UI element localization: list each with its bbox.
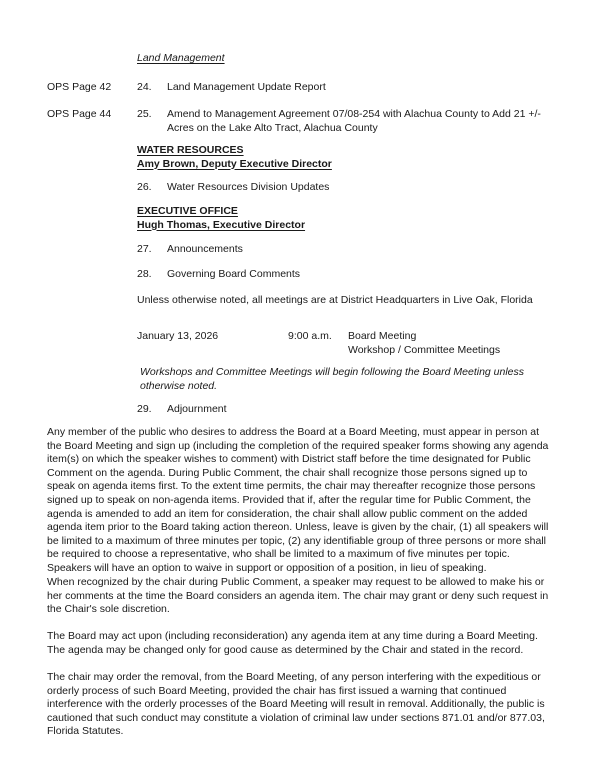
- item-text: Adjournment: [167, 403, 227, 415]
- page-reference: OPS Page 44: [47, 108, 112, 120]
- section-heading-land-management: Land Management: [137, 52, 225, 64]
- item-number: 24.: [137, 81, 152, 93]
- agenda-item-25: [47, 108, 554, 135]
- item-number: 27.: [137, 243, 152, 255]
- policy-paragraph-agenda-changes: The Board may act upon (including reconsideration) any agenda item at any time during a Board Meeting. The agenda may be changed only for good cause as determined by the Chair and stated in the record.: [47, 630, 538, 656]
- item-text: Land Management Update Report: [167, 81, 326, 93]
- department-name: EXECUTIVE OFFICE: [137, 205, 238, 217]
- item-text: Amend to Management Agreement 07/08-254 with Alachua County to Add 21 +/- Acres on the Lake Alto Tract, Alachua County: [167, 108, 541, 134]
- department-executive-office: [137, 205, 305, 232]
- department-water-resources: [137, 144, 332, 171]
- agenda-item-27: [47, 243, 554, 257]
- page-reference: OPS Page 42: [47, 81, 112, 93]
- item-number: 28.: [137, 268, 152, 280]
- department-director: Amy Brown, Deputy Executive Director: [137, 157, 332, 170]
- item-text: Announcements: [167, 243, 243, 255]
- department-director: Hugh Thomas, Executive Director: [137, 218, 306, 231]
- agenda-item-28: [47, 268, 554, 282]
- item-text: Water Resources Division Updates: [167, 181, 330, 193]
- meeting-date: January 13, 2026: [137, 330, 219, 342]
- item-number: 29.: [137, 403, 152, 415]
- location-note: Unless otherwise noted, all meetings are at District Headquarters in Live Oak, Florida: [137, 294, 533, 306]
- policy-paragraph-removal: The chair may order the removal, from the Board Meeting, of any person interfering with the expeditious or orderly process of such Board Meeting, provided the chair has first issued a warning that continued interference with the orderly processes of the Board Meeting will result in removal. Additionally, the public is cautioned that such conduct may constitute a violation of criminal law under sections 871.01 and/or 877.03, Florida Statutes.: [47, 671, 545, 738]
- policy-paragraph-public-comment: Any member of the public who desires to address the Board at a Board Meeting, must appear in person at the Board Meeting and sign up (including the completion of the required speaker forms showing any agenda item(s) on which the speaker wishes to comment) with District staff before the time designated for Public Comment on the agenda. During Public Comment, the chair shall recognize those persons signed up to speak on agenda items first. To the extent time permits, the chair may thereafter recognize those persons signed up to speak on non-agenda items. Provided that if, after the regular time for Public Comment, the agenda is amended to add an item for consideration, the chair shall allow public comment on the added agenda item prior to the Board taking action thereon. Unless, leave is given by the chair, (1) all speakers will be limited to a maximum of three minutes per topic, (2) any identifiable group of three persons or more shall be required to choose a representative, who shall be limited to a maximum of five minutes per topic. Speakers will have an option to waive in support or opposition of a position, in lieu of speaking.: [47, 426, 549, 574]
- meeting-time: 9:00 a.m.: [288, 330, 332, 342]
- meeting-description-line-2: Workshop / Committee Meetings: [348, 343, 501, 356]
- policy-paragraph-recognition: When recognized by the chair during Public Comment, a speaker may request to be allowed to make his or her comments at the time the Board considers an agenda item. The chair may grant or deny such request in the Chair's sole discretion.: [47, 576, 549, 616]
- item-text: Governing Board Comments: [167, 268, 301, 280]
- item-number: 25.: [137, 108, 152, 120]
- department-name: WATER RESOURCES: [137, 144, 244, 156]
- agenda-item-26: [47, 181, 554, 195]
- agenda-item-24: [47, 81, 554, 95]
- meeting-schedule-row: [137, 330, 554, 357]
- item-number: 26.: [137, 181, 152, 193]
- meeting-description-line-1: Board Meeting: [348, 330, 417, 342]
- agenda-item-29: [47, 403, 554, 417]
- workshop-note: Workshops and Committee Meetings will begin following the Board Meeting unless otherwise noted.: [140, 366, 525, 392]
